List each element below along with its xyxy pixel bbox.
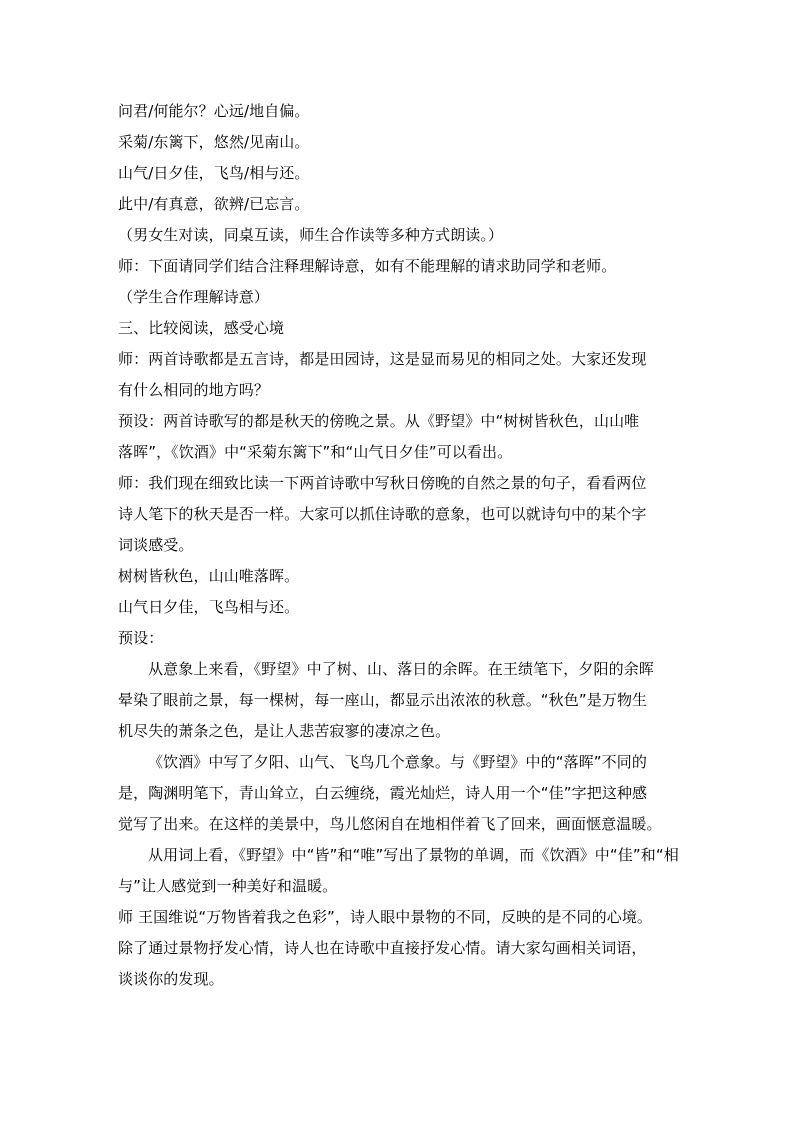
- document-body: [118, 96, 684, 995]
- poem-quote-1: 树树皆秋色，山山唯落晖。: [118, 567, 300, 585]
- preset-label: 预设：: [118, 629, 164, 647]
- teacher-line-cont: 谈谈你的发现。: [118, 970, 224, 988]
- teacher-line: 师：我们现在细致比读一下两首诗歌中写秋日傍晚的自然之景的句子，看看两位: [118, 474, 647, 492]
- teacher-line-cont: 诗人笔下的秋天是否一样。大家可以抓住诗歌的意象，也可以就诗句中的某个字: [118, 505, 647, 523]
- poem-quote-2: 山气日夕佳，飞鸟相与还。: [118, 598, 300, 616]
- analysis-paragraph-3-cont: 与”让人感觉到一种美好和温暖。: [118, 877, 338, 895]
- teacher-line-cont: 词谈感受。: [118, 536, 194, 554]
- analysis-paragraph-2: 《饮酒》中写了夕阳、山气、飞鸟几个意象。与《野望》中的“落晖”不同的: [148, 753, 647, 771]
- analysis-paragraph-1: 从意象上来看，《野望》中了树、山、落日的余晖。在王绩笔下，夕阳的余晖: [148, 660, 654, 678]
- teacher-line: 师：两首诗歌都是五言诗，都是田园诗，这是显而易见的相同之处。大家还发现: [118, 350, 647, 368]
- teacher-line-cont: 除了通过景物抒发心情，诗人也在诗歌中直接抒发心情。请大家勾画相关词语，: [118, 939, 647, 957]
- poem-line-3: 山气/日夕佳，飞鸟/相与还。: [118, 164, 310, 182]
- poem-line-1: 问君/何能尔？心远/地自偏。: [118, 102, 310, 120]
- reading-instruction: （男女生对读，同桌互读，师生合作读等多种方式朗读。）: [118, 226, 504, 244]
- preset-line-cont: 落晖”，《饮酒》中“采菊东篱下”和“山气日夕佳”可以看出。: [118, 443, 513, 461]
- analysis-paragraph-2-cont: 是，陶渊明笔下，青山耸立，白云缠绕，霞光灿烂，诗人用一个“佳”字把这种感: [118, 784, 648, 802]
- analysis-paragraph-2-cont: 觉写了出来。在这样的美景中，鸟儿悠闲自在地相伴着飞了回来，画面惬意温暖。: [118, 815, 662, 833]
- poem-line-4: 此中/有真意，欲辨/已忘言。: [118, 195, 310, 213]
- teacher-line: 师：下面请同学们结合注释理解诗意，如有不能理解的请求助同学和老师。: [118, 257, 617, 275]
- analysis-paragraph-1-cont: 机尽失的萧条之色，是让人悲苦寂寥的凄凉之色。: [118, 722, 451, 740]
- poem-line-2: 采菊/东篱下，悠然/见南山。: [118, 133, 310, 151]
- teacher-line-cont: 有什么相同的地方吗？: [118, 381, 270, 399]
- analysis-paragraph-1-cont: 晕染了眼前之景，每一棵树，每一座山，都显示出浓浓的秋意。“秋色”是万物生: [118, 691, 648, 709]
- preset-line: 预设：两首诗歌写的都是秋天的傍晚之景。从《野望》中“树树皆秋色，山山唯: [118, 412, 640, 430]
- student-activity: （学生合作理解诗意）: [118, 288, 270, 306]
- teacher-line: 师 王国维说“万物皆着我之色彩”，诗人眼中景物的不同，反映的是不同的心境。: [118, 908, 653, 926]
- section-heading: 三、比较阅读，感受心境: [118, 319, 285, 337]
- analysis-paragraph-3: 从用词上看，《野望》中“皆”和“唯”写出了景物的单调，而《饮酒》中“佳”和“相: [148, 846, 679, 864]
